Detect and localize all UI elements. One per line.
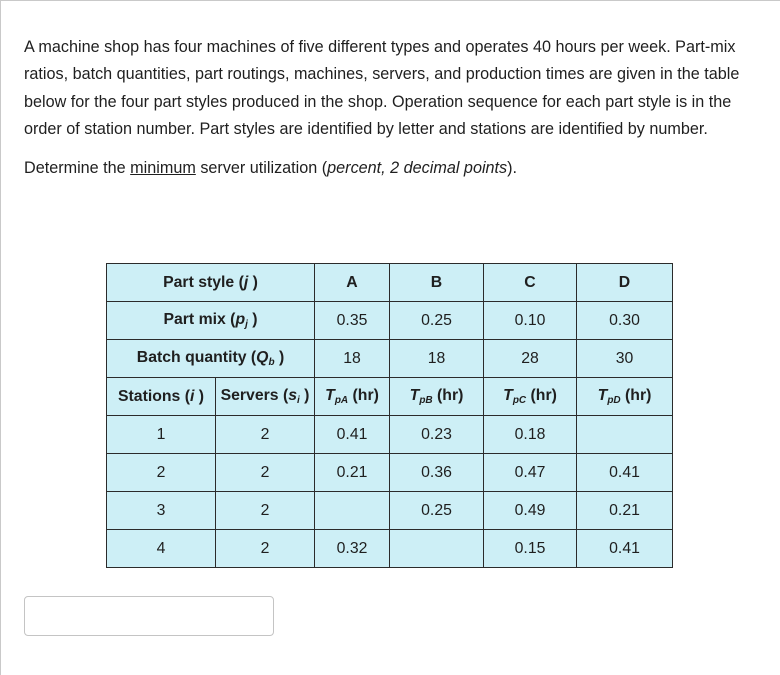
server-count: 2	[216, 454, 315, 492]
time-C-header: $T_{pC}$ (hr)	[484, 378, 577, 416]
answer-format: percent, 2 decimal points	[327, 159, 508, 178]
batch-qty-C: 28	[484, 340, 577, 378]
time-cell	[577, 416, 673, 454]
style-A-header: A	[315, 264, 390, 302]
server-count: 2	[216, 416, 315, 454]
time-cell: 0.36	[390, 454, 484, 492]
column-header-row	[107, 378, 673, 416]
time-cell: 0.21	[315, 454, 390, 492]
station-number: 4	[107, 530, 216, 568]
frame-left-border	[0, 0, 1, 675]
part-mix-row	[107, 302, 673, 340]
time-cell: 0.15	[484, 530, 577, 568]
answer-input[interactable]	[24, 596, 274, 636]
station-number: 3	[107, 492, 216, 530]
servers-header: Servers ($s_i$ )	[216, 378, 315, 416]
part-mix-B: 0.25	[390, 302, 484, 340]
problem-statement: A machine shop has four machines of five different types and operates 40 hours per week. Part-mix ratios, batch quantities, part routings, machines, servers, and production times are given in the table below for the four part styles produced in the shop. Operation sequence for each part style is in the order of station number. Part styles are identified by letter and stations are identified by number.	[24, 38, 740, 138]
batch-qty-D: 30	[577, 340, 673, 378]
server-count: 2	[216, 492, 315, 530]
time-D-header: $T_{pD}$ (hr)	[577, 378, 673, 416]
production-table	[106, 263, 673, 568]
time-cell: 0.41	[577, 530, 673, 568]
table-row	[107, 416, 673, 454]
part-style-row	[107, 264, 673, 302]
time-cell: 0.21	[577, 492, 673, 530]
time-cell: 0.25	[390, 492, 484, 530]
style-C-header: C	[484, 264, 577, 302]
batch-quantity-row	[107, 340, 673, 378]
time-B-header: $T_{pB}$ (hr)	[390, 378, 484, 416]
time-cell	[390, 530, 484, 568]
part-mix-C: 0.10	[484, 302, 577, 340]
underlined-word: minimum	[130, 159, 196, 178]
part-style-header: Part style (j )	[107, 264, 315, 302]
style-B-header: B	[390, 264, 484, 302]
part-mix-D: 0.30	[577, 302, 673, 340]
time-cell: 0.32	[315, 530, 390, 568]
batch-qty-B: 18	[390, 340, 484, 378]
time-cell: 0.49	[484, 492, 577, 530]
time-cell	[315, 492, 390, 530]
time-cell: 0.41	[577, 454, 673, 492]
station-number: 1	[107, 416, 216, 454]
batch-quantity-header: Batch quantity ($Q_b$ )	[107, 340, 315, 378]
table-row	[107, 530, 673, 568]
part-mix-A: 0.35	[315, 302, 390, 340]
time-cell: 0.23	[390, 416, 484, 454]
stations-header: Stations (i )	[107, 378, 216, 416]
batch-qty-A: 18	[315, 340, 390, 378]
table-row	[107, 492, 673, 530]
style-D-header: D	[577, 264, 673, 302]
time-cell: 0.41	[315, 416, 390, 454]
task-statement: Determine the minimum server utilization (percent, 2 decimal points).	[24, 159, 518, 178]
table-row	[107, 454, 673, 492]
frame-top-border	[0, 0, 780, 1]
station-number: 2	[107, 454, 216, 492]
time-A-header: $T_{pA}$ (hr)	[315, 378, 390, 416]
question-text	[24, 34, 754, 182]
time-cell: 0.47	[484, 454, 577, 492]
time-cell: 0.18	[484, 416, 577, 454]
part-mix-header: Part mix ($p_j$ )	[107, 302, 315, 340]
server-count: 2	[216, 530, 315, 568]
